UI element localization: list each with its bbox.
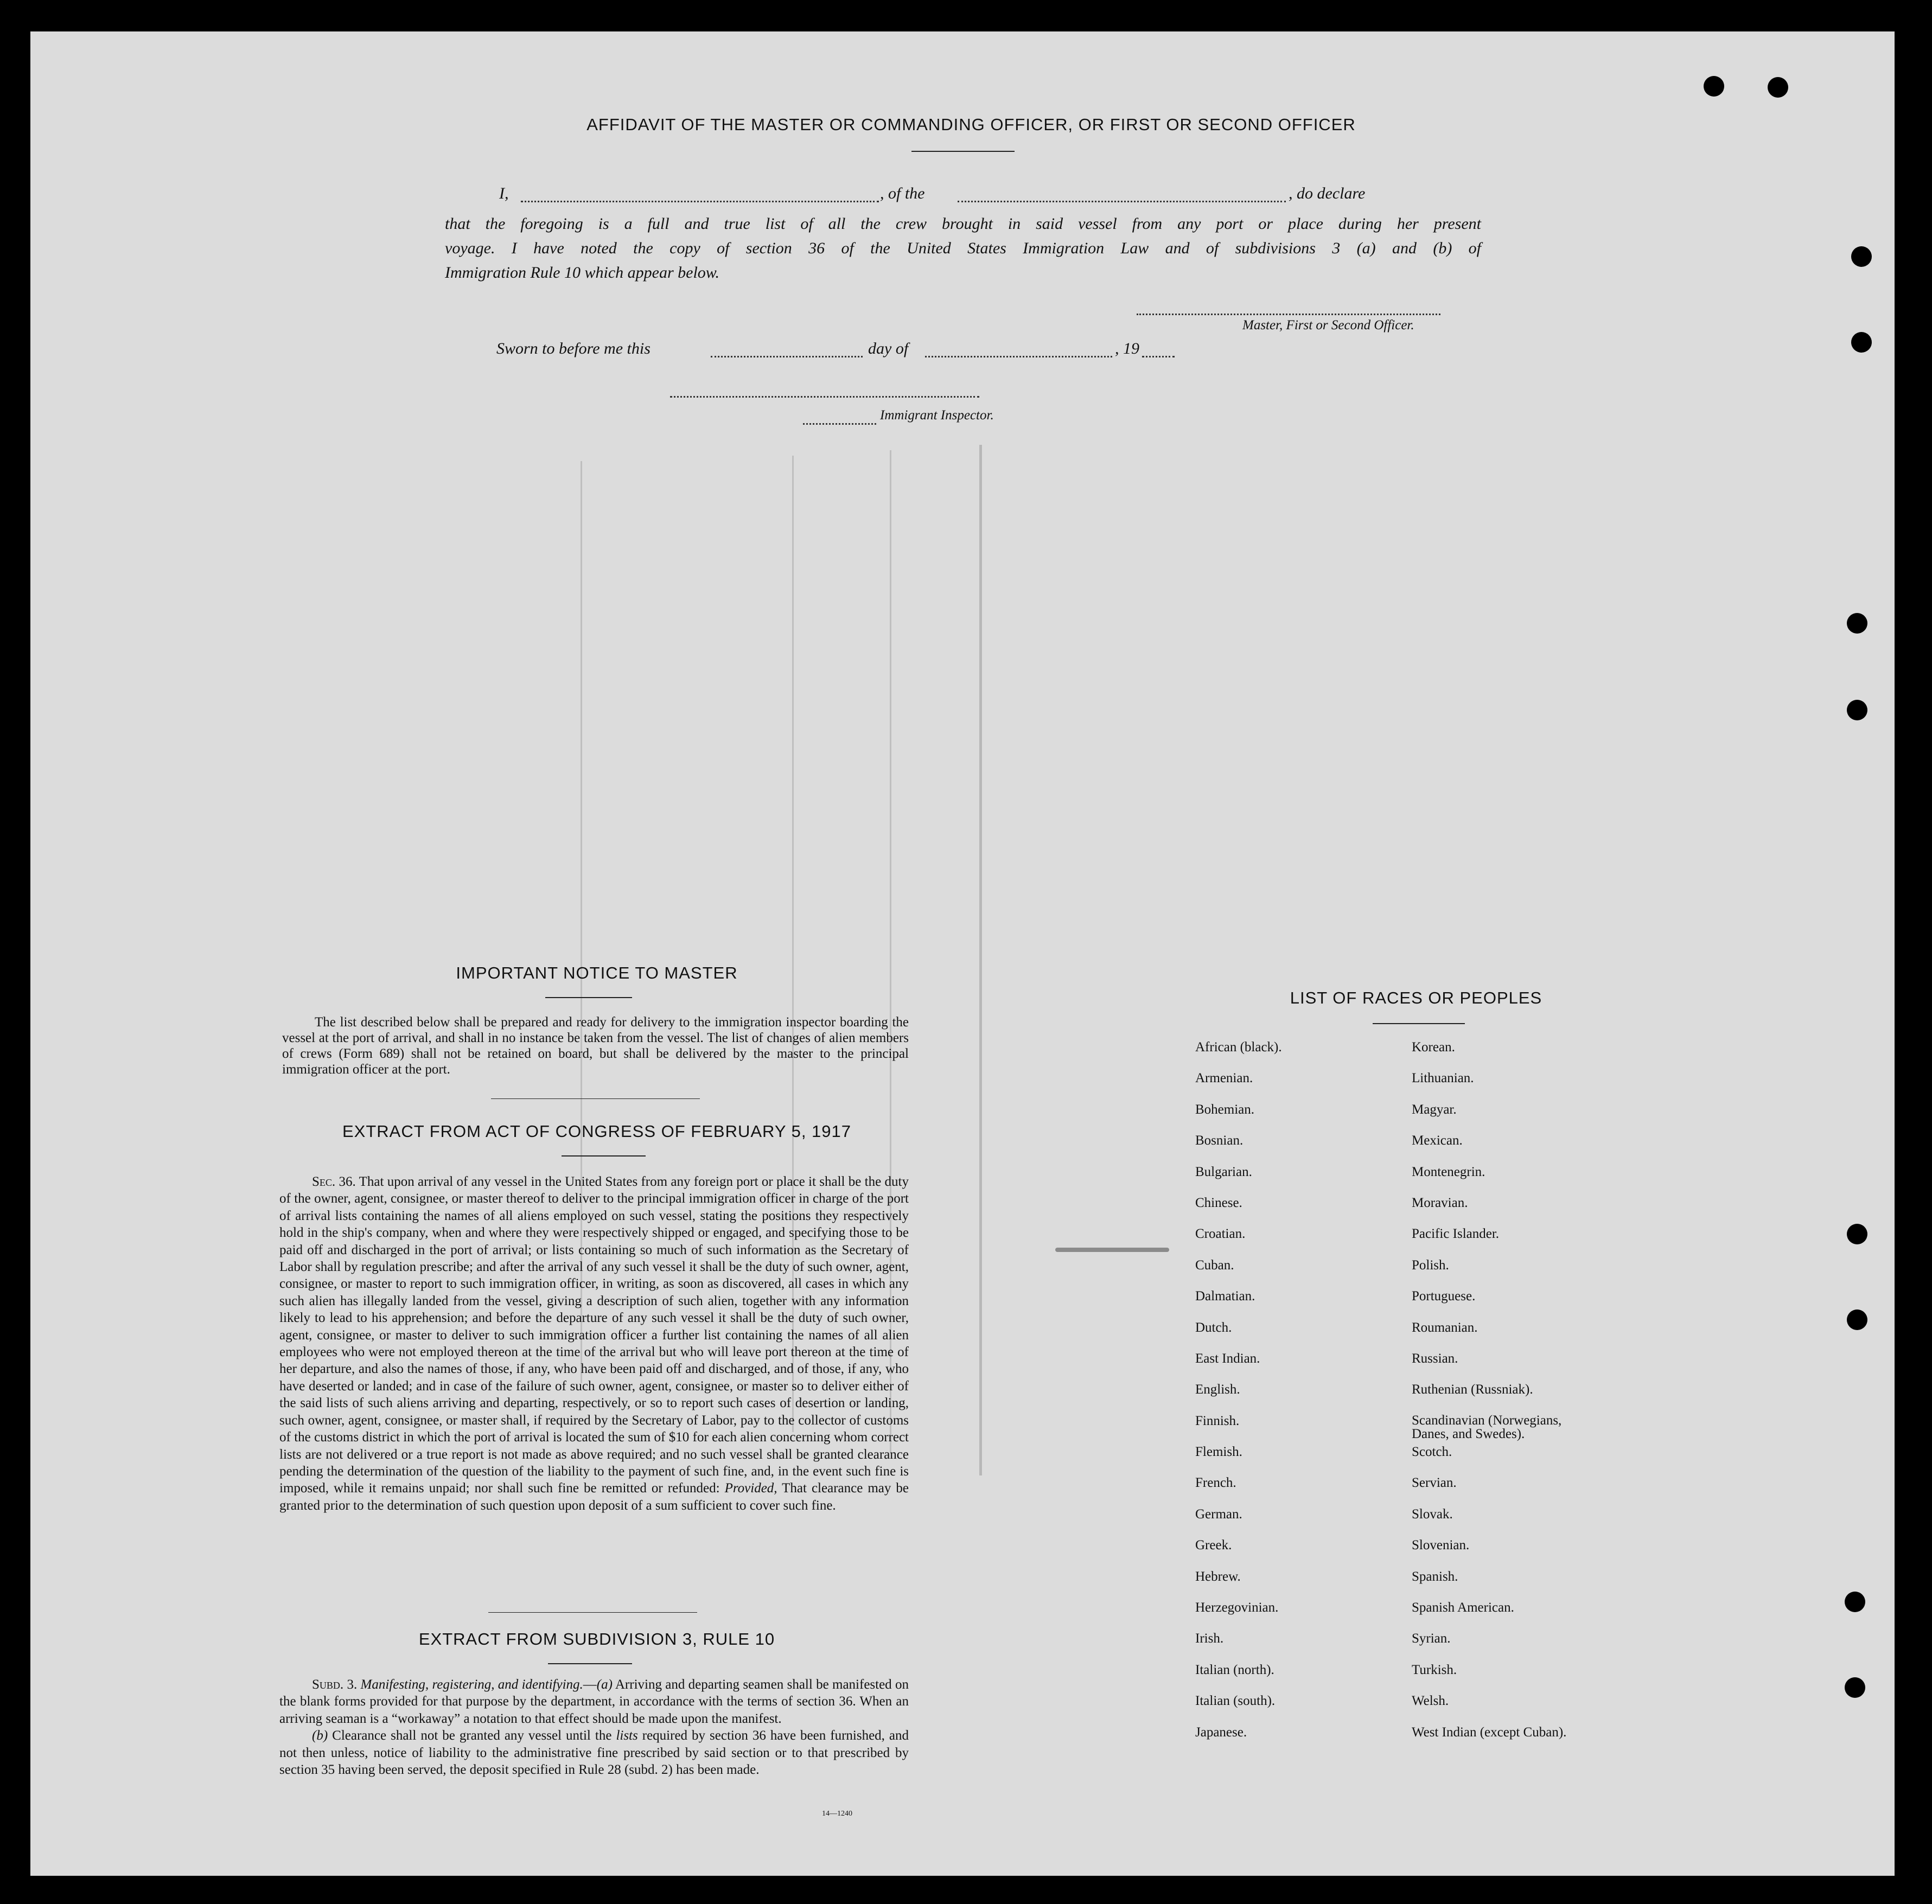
affidavit-declaration-line: [445, 184, 1481, 208]
race-item: Moravian.: [1412, 1195, 1468, 1210]
day-of-label: day of: [868, 340, 909, 357]
race-item: Mexican.: [1412, 1133, 1463, 1148]
race-item: Scotch.: [1412, 1445, 1452, 1460]
subdivision-label: Subd. 3.: [312, 1677, 358, 1692]
clause-a-text: Arriving and departing seamen shall be manifested on the blank forms provided for that purpose by the department, in accordance with the terms of section 36. When an arriving seaman is a “workaway” a notation to that effect should be made upon the manifest.: [279, 1677, 909, 1726]
race-item: Bulgarian.: [1195, 1164, 1252, 1179]
notice-title: IMPORTANT NOTICE TO MASTER: [456, 963, 738, 982]
clause-b-label: (b): [312, 1728, 328, 1743]
extract-act-title: EXTRACT FROM ACT OF CONGRESS OF FEBRUARY 5, 1917: [342, 1122, 852, 1141]
clause-a-label: (a): [596, 1677, 613, 1692]
inspector-signature-field[interactable]: [670, 396, 979, 398]
race-item: German.: [1195, 1506, 1242, 1522]
punch-hole: [1847, 1309, 1867, 1330]
section-divider: [491, 1098, 700, 1099]
extract-rule-divider: [548, 1663, 632, 1664]
race-item: Herzegovinian.: [1195, 1600, 1279, 1615]
of-the-label: , of the: [880, 184, 925, 202]
ink-smudge: [1055, 1248, 1169, 1252]
sworn-label: Sworn to before me this: [496, 340, 651, 357]
sworn-year-field[interactable]: [1142, 356, 1175, 357]
race-item: Turkish.: [1412, 1662, 1457, 1677]
section-divider: [488, 1612, 697, 1613]
section-label: Sec. 36.: [312, 1174, 356, 1189]
master-signature-caption: Master, First or Second Officer.: [1242, 318, 1414, 333]
race-item: Servian.: [1412, 1475, 1457, 1491]
race-item: African (black).: [1195, 1040, 1282, 1055]
race-item: Korean.: [1412, 1040, 1455, 1055]
section-text: That upon arrival of any vessel in the United States from any foreign port or place it shall be the duty of the owner, agent, consignee, or master thereof to deliver to the principal immigration officer in charge of the port of arrival lists containing the names of all aliens employed on such vessel, stating the positions they respectively hold in the ship's company, when and where they were respectively shipped or engaged, and specifying those to be paid off and discharged in the port of arrival; or lists containing so much of such information as the Secretary of Labor shall by regulation prescribe; and after the arrival of any such vessel it shall be the duty of such owner, agent, consignee, or master to report to such immigration officer, in writing, as soon as discovered, all cases in which any such alien has illegally landed from the vessel, giving a description of such alien, together with any information likely to lead to his apprehension; and before the departure of any such vessel it shall be the duty of such owner, agent, consignee, or master to deliver to such immigration officer a further list containing the names of all alien employees who were not employed thereon at the time of the arrival but who will leave port thereon at the time of her departure, and also the names of those, if any, who have been paid off and discharged, and of those, if any, who have deserted or landed; and in case of the failure of such owner, agent, consignee, or master so to deliver either of the said lists of such aliens arriving and departing, respectively, or so to report such cases of desertion or landing, such owner, agent, consignee, or master shall, if required by the Secretary of Labor, pay to the collector of customs of the customs district in which the port of arrival is located the sum of $10 for each alien concerning whom correct lists are not delivered or a true report is not made as above required; and no such vessel shall be granted clearance pending the determination of the question of the liability to the payment of such fine, and, in the event such fine is imposed, while it remains unpaid; nor shall such fine be remitted or refunded:: [279, 1174, 909, 1496]
affidavit-body-line: that the foregoing is a full and true list of all the crew brought in said vessel from any port or place during her present: [445, 215, 1481, 233]
race-item: French.: [1195, 1475, 1236, 1491]
race-item: Syrian.: [1412, 1631, 1451, 1646]
sworn-month-field[interactable]: [925, 356, 1112, 357]
punch-hole: [1851, 332, 1872, 353]
race-item: Magyar.: [1412, 1102, 1457, 1117]
punch-hole: [1847, 700, 1867, 720]
punch-hole: [1704, 76, 1724, 97]
race-item: Chinese.: [1195, 1195, 1242, 1210]
race-item: Flemish.: [1195, 1445, 1242, 1460]
race-item: Italian (north).: [1195, 1662, 1274, 1677]
race-item: Bosnian.: [1195, 1133, 1244, 1148]
race-item: Polish.: [1412, 1257, 1449, 1273]
races-left-column: [1195, 1040, 1401, 1756]
race-item: Spanish.: [1412, 1569, 1458, 1584]
races-title: LIST OF RACES OR PEOPLES: [1290, 988, 1542, 1007]
extract-rule-body: [279, 1676, 909, 1778]
race-item: Russian.: [1412, 1351, 1458, 1366]
extract-rule-title: EXTRACT FROM SUBDIVISION 3, RULE 10: [418, 1630, 775, 1649]
section-text-end: That clearance may be granted prior to the determination of such question upon deposit of a sum sufficient to cover such fine.: [279, 1481, 909, 1513]
race-item: Cuban.: [1195, 1257, 1234, 1273]
year-label: , 19: [1115, 340, 1139, 357]
inspector-signature-field-short[interactable]: [803, 423, 876, 425]
sworn-day-field[interactable]: [711, 356, 863, 357]
clause-b-text-end: required by section 36 have been furnished, and not then unless, notice of liability to the administrative fine prescribed by said section or to that prescribed by section 35 having been served, the deposit specified in Rule 28 (subd. 2) has been made.: [279, 1728, 909, 1778]
subdivision-b: [279, 1727, 909, 1778]
provided-label: Provided,: [724, 1481, 777, 1496]
punch-hole: [1851, 246, 1872, 267]
vessel-field[interactable]: [958, 201, 1286, 202]
race-item: Finnish.: [1195, 1413, 1240, 1428]
affidavit-body: [445, 212, 1481, 285]
inspector-caption: Immigrant Inspector.: [880, 408, 994, 423]
master-signature-field[interactable]: [1137, 314, 1440, 315]
race-item: Scandinavian (Norwegians, Danes, and Swedes).: [1412, 1413, 1562, 1441]
punch-hole: [1768, 77, 1788, 98]
race-item: Roumanian.: [1412, 1320, 1478, 1335]
race-item: Japanese.: [1195, 1724, 1247, 1740]
race-item: Croatian.: [1195, 1226, 1246, 1242]
punch-hole: [1847, 1224, 1867, 1244]
race-item: West Indian (except Cuban).: [1412, 1724, 1567, 1740]
affidavit-body-line: voyage. I have noted the copy of section 36 of the United States Immigration Law and of subdivisions 3 (a) and (b) of: [445, 239, 1481, 257]
race-item: Dutch.: [1195, 1320, 1232, 1335]
affidavit-title: AFFIDAVIT OF THE MASTER OR COMMANDING OFFICER, OR FIRST OR SECOND OFFICER: [586, 115, 1356, 134]
race-item: Hebrew.: [1195, 1569, 1241, 1584]
races-right-column: [1412, 1040, 1618, 1756]
race-item: Italian (south).: [1195, 1694, 1276, 1709]
race-item: Dalmatian.: [1195, 1289, 1255, 1304]
race-item: Slovenian.: [1412, 1538, 1470, 1553]
race-item: Pacific Islander.: [1412, 1226, 1500, 1242]
notice-divider: [545, 997, 632, 998]
race-item: English.: [1195, 1382, 1240, 1397]
race-item: Lithuanian.: [1412, 1071, 1474, 1086]
subdivision-a: Subd. 3. Manifesting, registering, and identifying.—(a) Arriving and departing seamen shall be manifested on the blank forms provided for that purpose by the department, in accordance with the terms of section 36. When an arriving seaman is a “workaway” a notation to that effect should be made upon the manifest.: [279, 1677, 909, 1726]
sworn-line: [496, 340, 1202, 363]
clause-b-text: Clearance shall not be granted any vessel until the: [332, 1728, 612, 1743]
extract-act-body: [279, 1173, 909, 1514]
race-item: East Indian.: [1195, 1351, 1260, 1366]
race-item: Welsh.: [1412, 1694, 1449, 1709]
subdivision-heading: Manifesting, registering, and identifying.: [360, 1677, 583, 1692]
do-declare-label: , do declare: [1289, 184, 1366, 202]
punch-hole: [1845, 1677, 1865, 1698]
race-item: Bohemian.: [1195, 1102, 1255, 1117]
name-field[interactable]: [521, 201, 879, 202]
notice-body: The list described below shall be prepared and ready for delivery to the immigration inspector boarding the vessel at the port of arrival, and shall in no instance be taken from the vessel. The list of changes of alien members of crews (Form 689) shall not be retained on board, but shall be delivered by the master to the principal immigration officer at the port.: [282, 1015, 909, 1077]
clause-b-lists: lists: [616, 1728, 638, 1743]
race-item: Greek.: [1195, 1538, 1232, 1553]
title-divider: [911, 151, 1015, 152]
form-number: 14—1240: [822, 1810, 852, 1818]
punch-hole: [1845, 1592, 1865, 1612]
race-item: Montenegrin.: [1412, 1164, 1485, 1179]
race-item: Spanish American.: [1412, 1600, 1514, 1615]
affidavit-body-line: Immigration Rule 10 which appear below.: [445, 264, 720, 282]
extract-act-divider: [562, 1155, 646, 1157]
i-label: I,: [499, 184, 509, 202]
race-item: Ruthenian (Russniak).: [1412, 1382, 1533, 1397]
race-item: Slovak.: [1412, 1506, 1453, 1522]
punch-hole: [1847, 613, 1867, 634]
race-item: Portuguese.: [1412, 1289, 1476, 1304]
race-item: Irish.: [1195, 1631, 1224, 1646]
races-divider: [1373, 1023, 1465, 1024]
race-item: Armenian.: [1195, 1071, 1253, 1086]
